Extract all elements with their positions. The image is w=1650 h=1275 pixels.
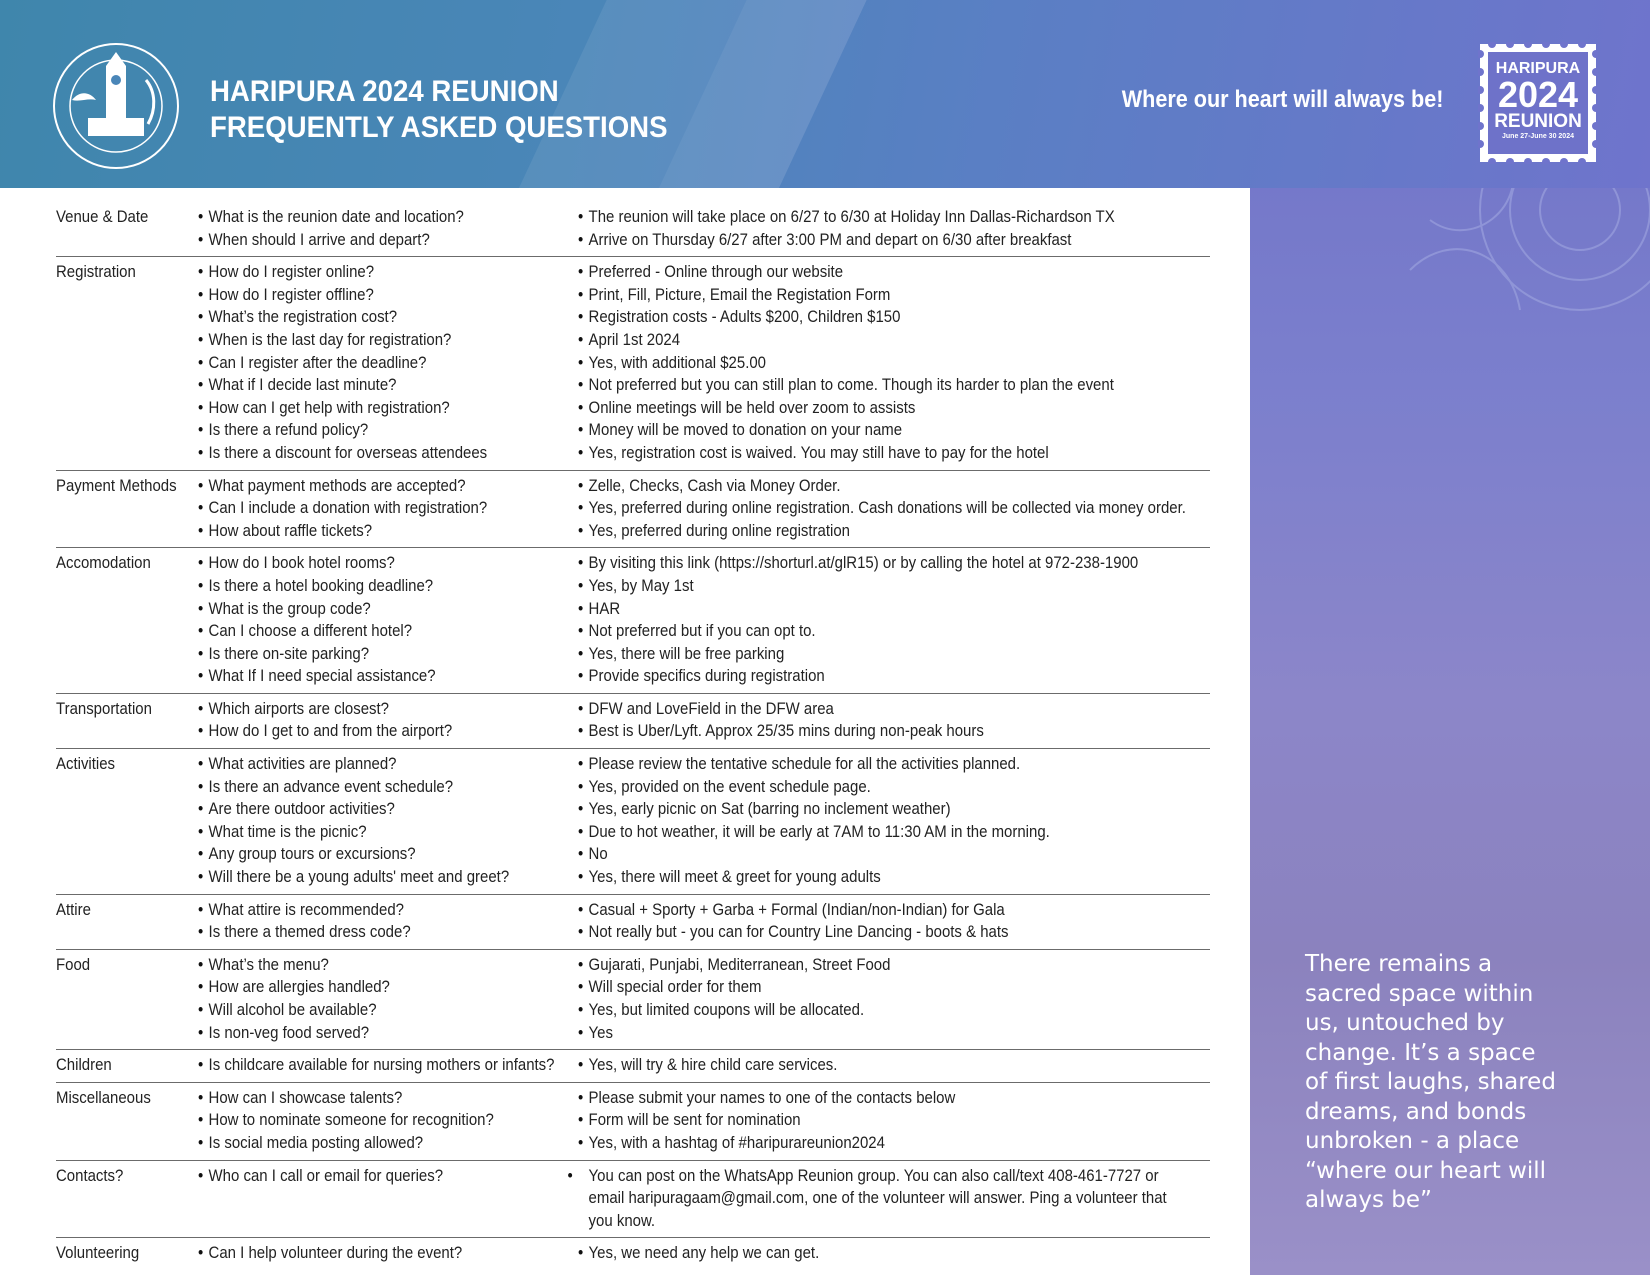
faq-answer: • Not really but - you can for Country Line Dancing - boots & hats bbox=[578, 921, 1134, 944]
faq-section bbox=[56, 749, 1210, 895]
answer-list bbox=[578, 1242, 1210, 1265]
faq-question: • What if I decide last minute? bbox=[198, 374, 532, 397]
faq-question: • What is the group code? bbox=[198, 598, 532, 621]
faq-answer: • You can post on the WhatsApp Reunion group. You can also call/text 408-461-7727 or email haripuragaam@gmail.com, one of the volunteer will answer. Ping a volunteer that you know. bbox=[578, 1165, 1187, 1233]
answer-list bbox=[578, 954, 1210, 1044]
question-list bbox=[198, 899, 578, 944]
faq-answer: • Please review the tentative schedule for all the activities planned. bbox=[578, 753, 1134, 776]
faq-answer: • Preferred - Online through our website bbox=[578, 261, 1134, 284]
faq-answer: • Registration costs - Adults $200, Children $150 bbox=[578, 306, 1134, 329]
faq-section bbox=[56, 1161, 1210, 1239]
faq-section bbox=[56, 950, 1210, 1050]
answer-list bbox=[578, 552, 1215, 688]
faq-question: • Is childcare available for nursing mothers or infants? bbox=[198, 1054, 532, 1077]
faq-category: Contacts? bbox=[56, 1165, 124, 1185]
faq-question: • Is non-veg food served? bbox=[198, 1022, 532, 1045]
answer-list bbox=[578, 475, 1269, 543]
question-list bbox=[198, 1242, 578, 1265]
faq-question: • Will alcohol be available? bbox=[198, 999, 532, 1022]
faq-answer: • HAR bbox=[578, 598, 1138, 621]
faq-section bbox=[56, 471, 1210, 549]
reunion-stamp-badge bbox=[1478, 42, 1598, 164]
faq-section bbox=[56, 1083, 1210, 1161]
faq-question: • What If I need special assistance? bbox=[198, 665, 532, 688]
faq-question: • Can I help volunteer during the event? bbox=[198, 1242, 532, 1265]
faq-question: • What time is the picnic? bbox=[198, 821, 532, 844]
faq-answer: • Yes, with additional $25.00 bbox=[578, 352, 1134, 375]
faq-answer: • Yes, there will meet & greet for young adults bbox=[578, 866, 1134, 889]
faq-question: • How do I book hotel rooms? bbox=[198, 552, 532, 575]
faq-section bbox=[56, 548, 1210, 694]
faq-question: • What attire is recommended? bbox=[198, 899, 532, 922]
faq-question: • Which airports are closest? bbox=[198, 698, 532, 721]
faq-section bbox=[56, 202, 1210, 257]
faq-answer: • Print, Fill, Picture, Email the Registation Form bbox=[578, 284, 1134, 307]
faq-section bbox=[56, 895, 1210, 950]
faq-category: Volunteering bbox=[56, 1243, 140, 1263]
faq-category: Food bbox=[56, 954, 91, 974]
faq-question: • How do I register online? bbox=[198, 261, 532, 284]
faq-question: • How to nominate someone for recognition? bbox=[198, 1109, 532, 1132]
faq-answer: • Zelle, Checks, Cash via Money Order. bbox=[578, 475, 1186, 498]
faq-category: Activities bbox=[56, 754, 116, 774]
title-line-2: FREQUENTLY ASKED QUESTIONS bbox=[210, 111, 668, 144]
faq-category: Attire bbox=[56, 899, 91, 919]
faq-answer: • Yes, early picnic on Sat (barring no inclement weather) bbox=[578, 798, 1134, 821]
faq-question: • Any group tours or excursions? bbox=[198, 843, 532, 866]
faq-question: • Who can I call or email for queries? bbox=[198, 1165, 532, 1188]
question-list bbox=[198, 1054, 578, 1077]
faq-answer: • No bbox=[578, 843, 1134, 866]
faq-question: • Can I include a donation with registration? bbox=[198, 497, 532, 520]
question-list bbox=[198, 475, 578, 543]
answer-list bbox=[578, 753, 1210, 889]
faq-category: Accomodation bbox=[56, 553, 151, 573]
faq-category: Payment Methods bbox=[56, 475, 177, 495]
faq-category: Miscellaneous bbox=[56, 1087, 151, 1107]
faq-answer: • Yes, we need any help we can get. bbox=[578, 1242, 1134, 1265]
faq-question: • What activities are planned? bbox=[198, 753, 532, 776]
question-list bbox=[198, 1165, 578, 1233]
faq-question: • Is there on-site parking? bbox=[198, 643, 532, 666]
faq-question: • How do I get to and from the airport? bbox=[198, 720, 532, 743]
faq-question: • Is there a discount for overseas attendees bbox=[198, 442, 532, 465]
faq-answer: • Provide specifics during registration bbox=[578, 665, 1138, 688]
faq-answer: • Best is Uber/Lyft. Approx 25/35 mins during non-peak hours bbox=[578, 720, 1134, 743]
faq-answer: • Yes, preferred during online registration bbox=[578, 520, 1186, 543]
faq-category: Transportation bbox=[56, 698, 152, 718]
faq-category: Registration bbox=[56, 262, 136, 282]
faq-section bbox=[56, 694, 1210, 749]
answer-list bbox=[578, 899, 1210, 944]
faq-question: • Can I choose a different hotel? bbox=[198, 620, 532, 643]
header-banner bbox=[0, 0, 1650, 188]
stamp-line-1: HARIPURA bbox=[1495, 60, 1581, 77]
faq-answer: • Yes, will try & hire child care services. bbox=[578, 1054, 1134, 1077]
faq-question: • How are allergies handled? bbox=[198, 976, 532, 999]
faq-question: • When should I arrive and depart? bbox=[198, 229, 532, 252]
faq-answer: • Gujarati, Punjabi, Mediterranean, Street Food bbox=[578, 954, 1134, 977]
question-list bbox=[198, 206, 578, 251]
page-title bbox=[210, 74, 668, 146]
faq-question: • What is the reunion date and location? bbox=[198, 206, 532, 229]
faq-answer: • Online meetings will be held over zoom to assists bbox=[578, 397, 1134, 420]
faq-question: • Will there be a young adults' meet and greet? bbox=[198, 866, 532, 889]
faq-question: • Is there a themed dress code? bbox=[198, 921, 532, 944]
answer-list bbox=[578, 1054, 1210, 1077]
haripura-logo-icon bbox=[50, 40, 182, 172]
faq-question: • Is there a refund policy? bbox=[198, 419, 532, 442]
faq-content bbox=[0, 188, 1250, 1275]
question-list bbox=[198, 753, 578, 889]
question-list bbox=[198, 261, 578, 464]
faq-answer: • Arrive on Thursday 6/27 after 3:00 PM and depart on 6/30 after breakfast bbox=[578, 229, 1134, 252]
faq-question: • How can I showcase talents? bbox=[198, 1087, 532, 1110]
stamp-dates: June 27-June 30 2024 bbox=[1502, 133, 1574, 140]
tagline: Where our heart will always be! bbox=[1121, 86, 1443, 113]
faq-table bbox=[56, 202, 1210, 1270]
faq-section bbox=[56, 1238, 1210, 1270]
faq-question: • What’s the registration cost? bbox=[198, 306, 532, 329]
faq-answer: • Yes, registration cost is waived. You may still have to pay for the hotel bbox=[578, 442, 1134, 465]
faq-answer: • Form will be sent for nomination bbox=[578, 1109, 1134, 1132]
faq-answer: • Casual + Sporty + Garba + Formal (Indian/non-Indian) for Gala bbox=[578, 899, 1134, 922]
stamp-year: 2024 bbox=[1497, 74, 1579, 115]
answer-list bbox=[578, 1165, 1270, 1233]
faq-answer: • Yes, there will be free parking bbox=[578, 643, 1138, 666]
title-line-1: HARIPURA 2024 REUNION bbox=[210, 75, 559, 108]
faq-answer: • The reunion will take place on 6/27 to 6/30 at Holiday Inn Dallas-Richardson TX bbox=[578, 206, 1134, 229]
quote-text: There remains a sacred space within us, untouched by change. It’s a space of first laughs, shared dreams, and bonds unbroken - a place “where our heart will always be” bbox=[1305, 951, 1556, 1213]
faq-answer: • April 1st 2024 bbox=[578, 329, 1134, 352]
faq-question: • What’s the menu? bbox=[198, 954, 532, 977]
faq-question: • Is there a hotel booking deadline? bbox=[198, 575, 532, 598]
faq-question: • How can I get help with registration? bbox=[198, 397, 532, 420]
faq-answer: • Not preferred but you can still plan to come. Though its harder to plan the event bbox=[578, 374, 1134, 397]
question-list bbox=[198, 552, 578, 688]
answer-list bbox=[578, 206, 1210, 251]
faq-question: • Are there outdoor activities? bbox=[198, 798, 532, 821]
faq-answer: • Yes, provided on the event schedule page. bbox=[578, 776, 1134, 799]
answer-list bbox=[578, 698, 1210, 743]
question-list bbox=[198, 954, 578, 1044]
faq-question: • How about raffle tickets? bbox=[198, 520, 532, 543]
faq-category: Venue & Date bbox=[56, 207, 149, 226]
faq-category: Children bbox=[56, 1055, 112, 1075]
faq-answer: • Yes, by May 1st bbox=[578, 575, 1138, 598]
faq-answer: • Please submit your names to one of the contacts below bbox=[578, 1087, 1134, 1110]
answer-list bbox=[578, 261, 1210, 464]
faq-question: • Can I register after the deadline? bbox=[198, 352, 532, 375]
faq-question: • When is the last day for registration? bbox=[198, 329, 532, 352]
faq-section bbox=[56, 1050, 1210, 1083]
faq-answer: • Due to hot weather, it will be early at 7AM to 11:30 AM in the morning. bbox=[578, 821, 1134, 844]
faq-answer: • Will special order for them bbox=[578, 976, 1134, 999]
stamp-line-3: REUNION bbox=[1494, 111, 1582, 132]
faq-question: • Is there an advance event schedule? bbox=[198, 776, 532, 799]
faq-answer: • Yes, preferred during online registration. Cash donations will be collected via money order. bbox=[578, 497, 1186, 520]
faq-question: • Is social media posting allowed? bbox=[198, 1132, 532, 1155]
faq-answer: • Yes, with a hashtag of #haripurareunion2024 bbox=[578, 1132, 1134, 1155]
faq-question: • What payment methods are accepted? bbox=[198, 475, 532, 498]
answer-list bbox=[578, 1087, 1210, 1155]
faq-answer: • Yes, but limited coupons will be allocated. bbox=[578, 999, 1134, 1022]
question-list bbox=[198, 698, 578, 743]
question-list bbox=[198, 1087, 578, 1155]
faq-answer: • Money will be moved to donation on your name bbox=[578, 419, 1134, 442]
faq-answer: • DFW and LoveField in the DFW area bbox=[578, 698, 1134, 721]
faq-section bbox=[56, 257, 1210, 470]
faq-answer: • Yes bbox=[578, 1022, 1134, 1045]
faq-question: • How do I register offline? bbox=[198, 284, 532, 307]
faq-answer: • Not preferred but if you can opt to. bbox=[578, 620, 1138, 643]
faq-answer: • By visiting this link (https://shorturl.at/glR15) or by calling the hotel at 972-238-1900 bbox=[578, 552, 1138, 575]
